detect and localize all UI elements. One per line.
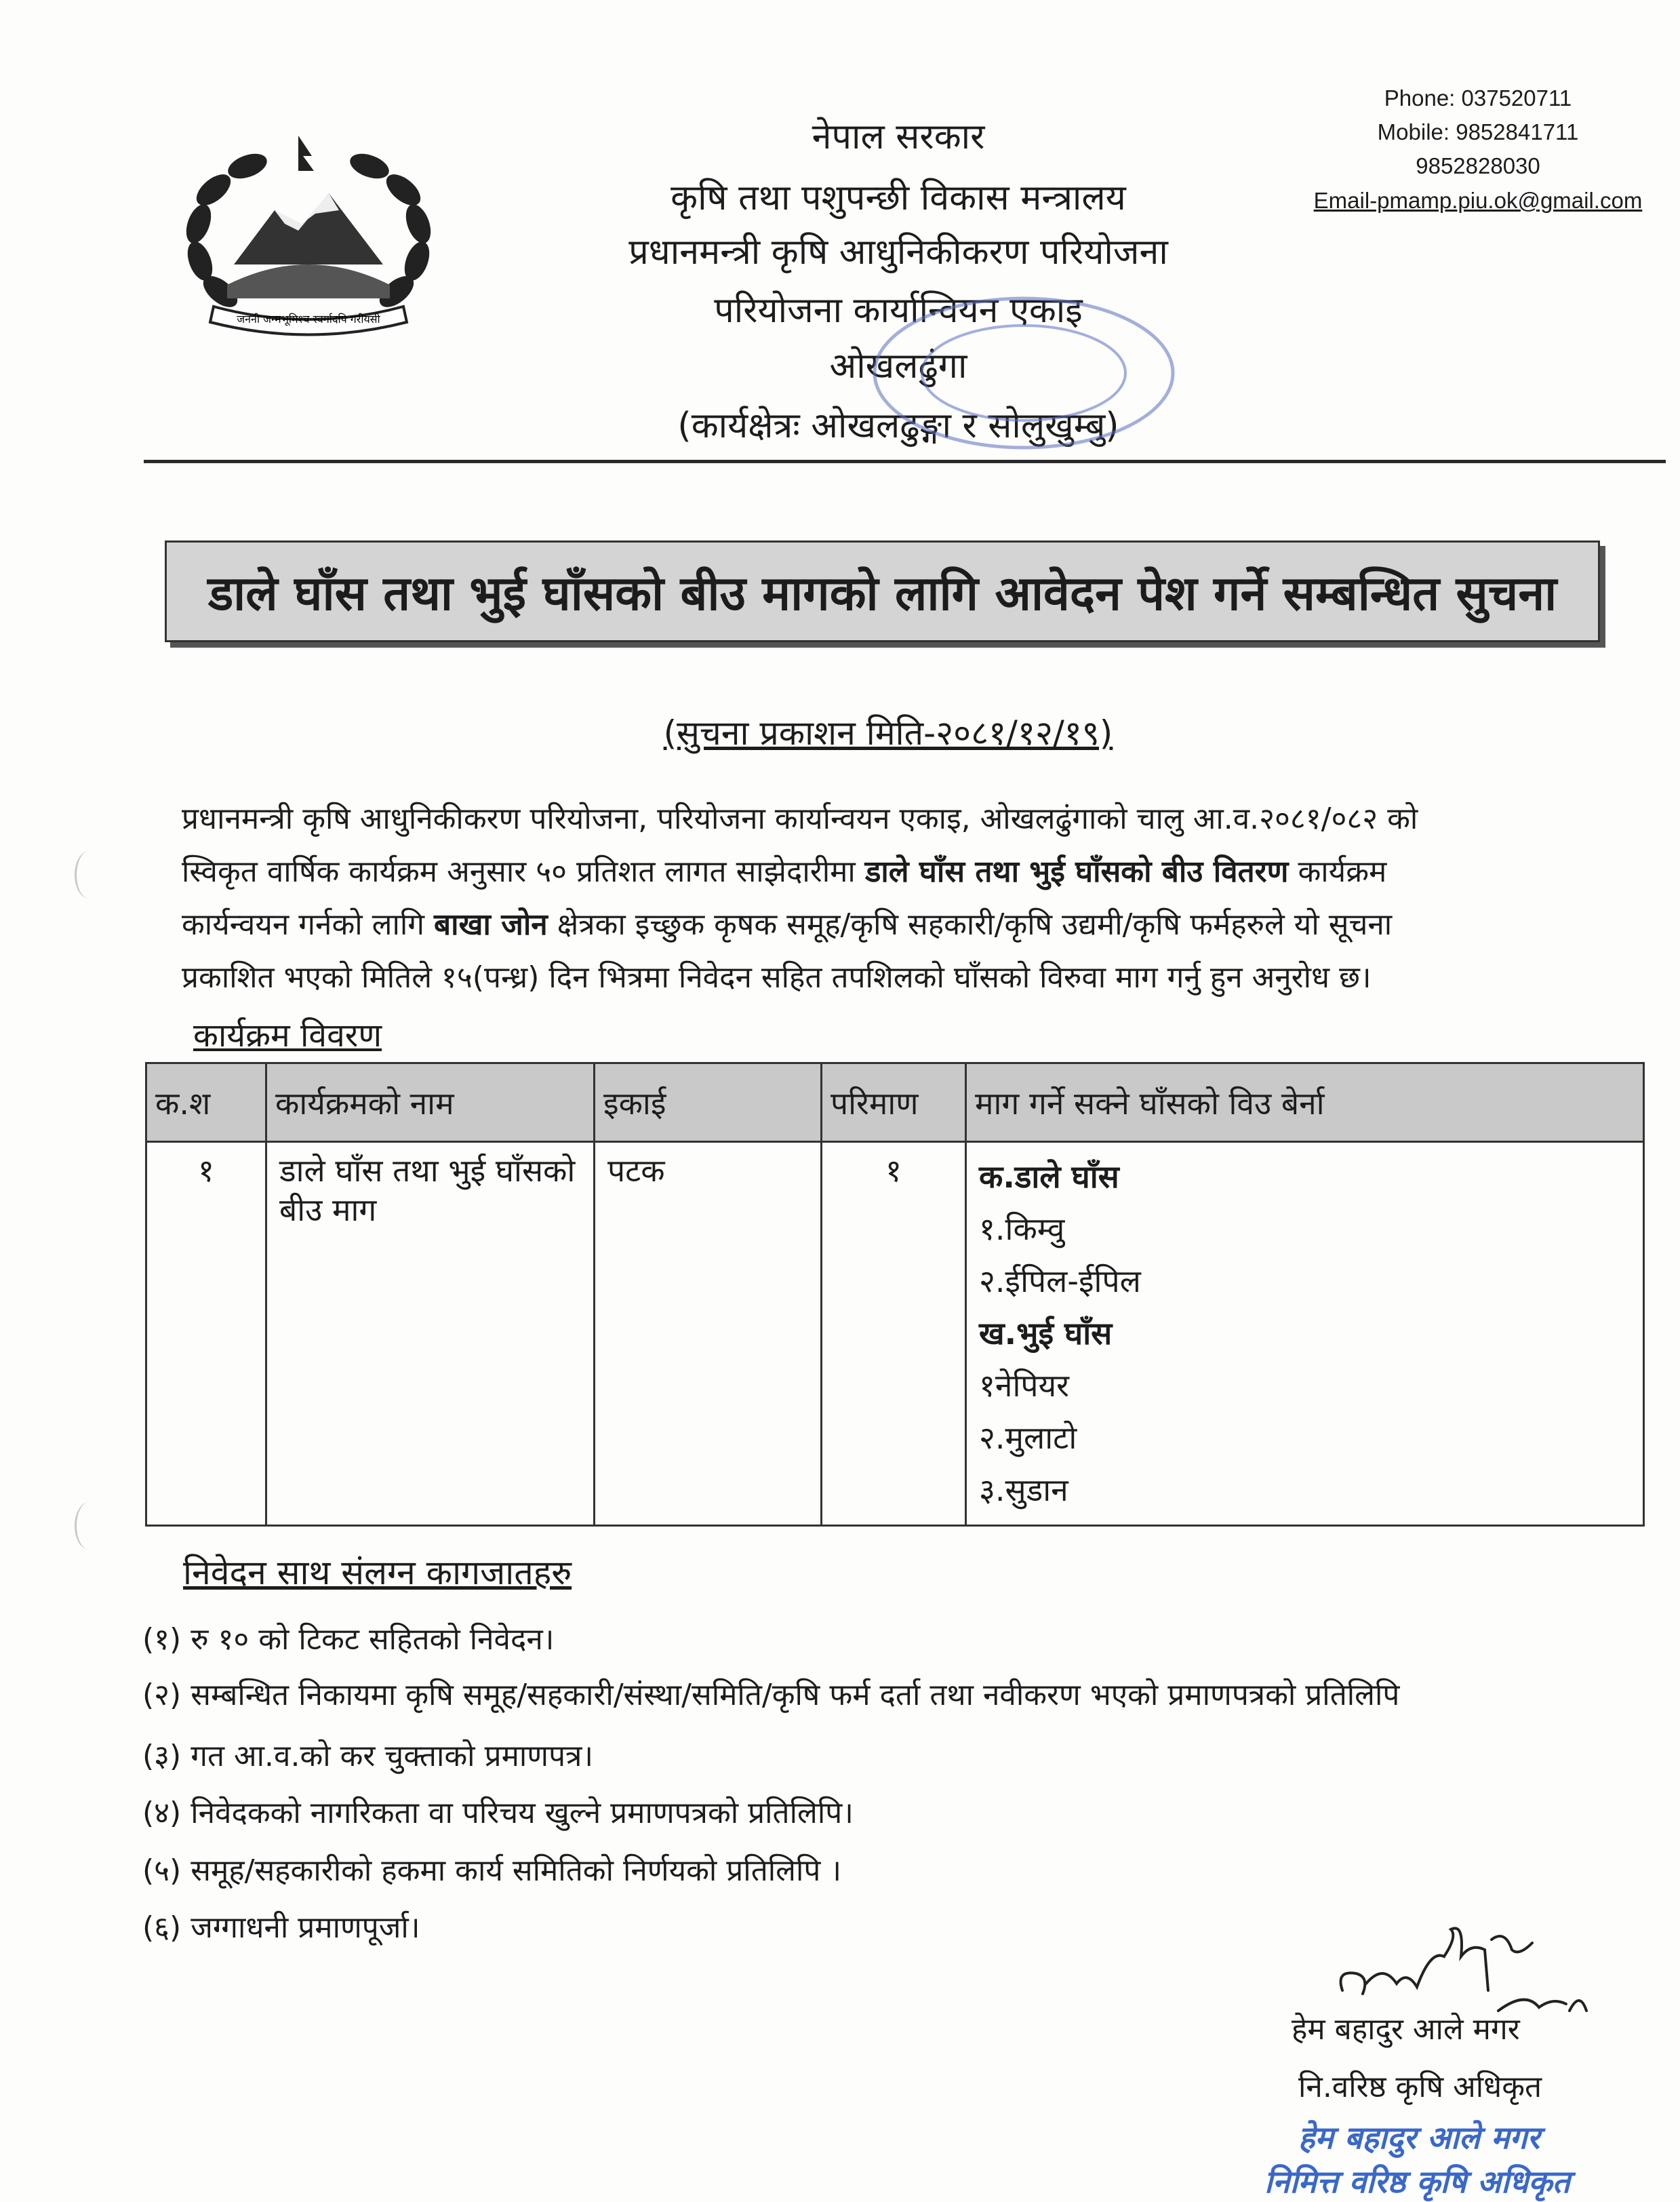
punch-hole-mark — [75, 1502, 104, 1550]
program-heading: कार्यक्रम विवरण — [193, 1017, 382, 1055]
attachment-item: (६) जग्गाधनी प्रमाणपूर्जा। — [142, 1910, 420, 1945]
col-varieties: माग गर्ने सक्ने घाँसको विउ बेर्ना — [966, 1063, 1644, 1142]
signatory-name: हेम बहादुर आले मगर — [1292, 2012, 1520, 2047]
attachments-heading: निवेदन साथ संलग्न कागजातहरु — [183, 1553, 572, 1592]
variety-item: २.ईपिल-ईपिल — [979, 1263, 1141, 1299]
header-line-government: नेपाल सरकार — [812, 117, 985, 157]
attachment-item: (४) निवेदकको नागरिकता वा परिचय खुल्ने प्रमाणपत्रको प्रतिलिपि। — [142, 1796, 854, 1830]
office-seal-stamp — [868, 288, 1180, 458]
table-header-row — [146, 1063, 1644, 1142]
contact-phone: Phone: 037520711 — [1384, 85, 1572, 111]
header-line-district: ओखलढुंगा — [829, 346, 967, 387]
contact-email: Email-pmamp.piu.ok@gmail.com — [1313, 188, 1643, 213]
attachment-item: (२) सम्बन्धित निकायमा कृषि समूह/सहकारी/संस्था/समिति/कृषि फर्म दर्ता तथा नवीकरण भएको प्रमाणपत्रको प्रतिलिपि — [142, 1678, 1400, 1712]
cell-varieties — [966, 1142, 1644, 1526]
contact-mobile: Mobile: 9852841711 — [1377, 119, 1579, 144]
cell-sn: १ — [146, 1142, 266, 1526]
cell-program-name: डाले घाँस तथा भुई घाँसको बीउ माग — [266, 1142, 595, 1526]
stamp-name: हेम बहादुर आले मगर — [1298, 2119, 1540, 2156]
punch-hole-mark — [75, 851, 104, 899]
header-line-ministry: कृषि तथा पशुपन्छी विकास मन्त्रालय — [671, 178, 1126, 218]
header-line-project: प्रधानमन्त्री कृषि आधुनिकीकरण परियोजना — [628, 232, 1168, 273]
nepal-emblem-icon — [173, 129, 444, 346]
variety-item: १नेपियर — [979, 1367, 1069, 1404]
body-line-1: प्रधानमन्त्री कृषि आधुनिकीकरण परियोजना, परियोजना कार्यान्वयन एकाइ, ओखलढुंगाको चालु आ.व.२०८१/०८२ को — [182, 802, 1418, 836]
stamp-designation: निमित्त वरिष्ठ कृषि अधिकृत — [1264, 2163, 1570, 2200]
contact-mobile-2: 9852828030 — [1416, 153, 1540, 178]
attachment-item: (३) गत आ.व.को कर चुक्ताको प्रमाणपत्र। — [142, 1739, 594, 1773]
variety-item: ख.भुई घाँस — [979, 1315, 1113, 1352]
publish-date: (सुचना प्रकाशन मिति-२०८१/१२/१९) — [663, 713, 1113, 753]
body-line-3: कार्यन्वयन गर्नको लागि बाखा जोन क्षेत्रका इच्छुक कृषक समूह/कृषि सहकारी/कृषि उद्यमी/कृषि फर्महरुले यो सूचना — [182, 907, 1393, 942]
table-row — [146, 1142, 1644, 1526]
variety-item: ३.सुडान — [979, 1472, 1068, 1508]
col-sn: क.श — [146, 1063, 266, 1142]
header-divider — [144, 460, 1666, 463]
body-line-2: स्विकृत वार्षिक कार्यक्रम अनुसार ५० प्रतिशत लागत साझेदारीमा डाले घाँस तथा भुई घाँसको बीउ वितरण कार्यक्रम — [182, 854, 1387, 889]
emblem-motto: जननी जन्मभूमिश्च स्वर्गादपि गरीयसी — [237, 313, 380, 326]
variety-item: क.डाले घाँस — [979, 1158, 1119, 1195]
variety-item: २.मुलाटो — [979, 1419, 1077, 1456]
variety-item: १.किम्वु — [979, 1211, 1065, 1247]
notice-title-box — [165, 540, 1600, 642]
attachment-item: (१) रु १० को टिकट सहितको निवेदन। — [142, 1622, 555, 1657]
attachment-item: (५) समूह/सहकारीको हकमा कार्य समितिको निर्णयको प्रतिलिपि । — [142, 1853, 842, 1888]
col-quantity: परिमाण — [822, 1063, 966, 1142]
col-program-name: कार्यक्रमको नाम — [266, 1063, 595, 1142]
signatory-designation: नि.वरिष्ठ कृषि अधिकृत — [1298, 2070, 1542, 2104]
header-line-workarea: (कार्यक्षेत्रः ओखलढुङ्गा र सोलुखुम्बु) — [677, 406, 1119, 446]
program-table — [145, 1062, 1645, 1527]
cell-quantity: १ — [822, 1142, 966, 1526]
col-unit: इकाई — [595, 1063, 822, 1142]
header-line-unit: परियोजना कार्यान्वियन एकाइ — [714, 290, 1083, 331]
notice-title: डाले घाँस तथा भुई घाँसको बीउ मागको लागि आवेदन पेश गर्ने सम्बन्धित सुचना — [207, 566, 1557, 621]
body-line-4: प्रकाशित भएको मितिले १५(पन्ध्र) दिन भित्रमा निवेदन सहित तपशिलको घाँसको विरुवा माग गर्नु हुन अनुरोध छ। — [182, 960, 1372, 995]
cell-unit: पटक — [595, 1142, 822, 1526]
